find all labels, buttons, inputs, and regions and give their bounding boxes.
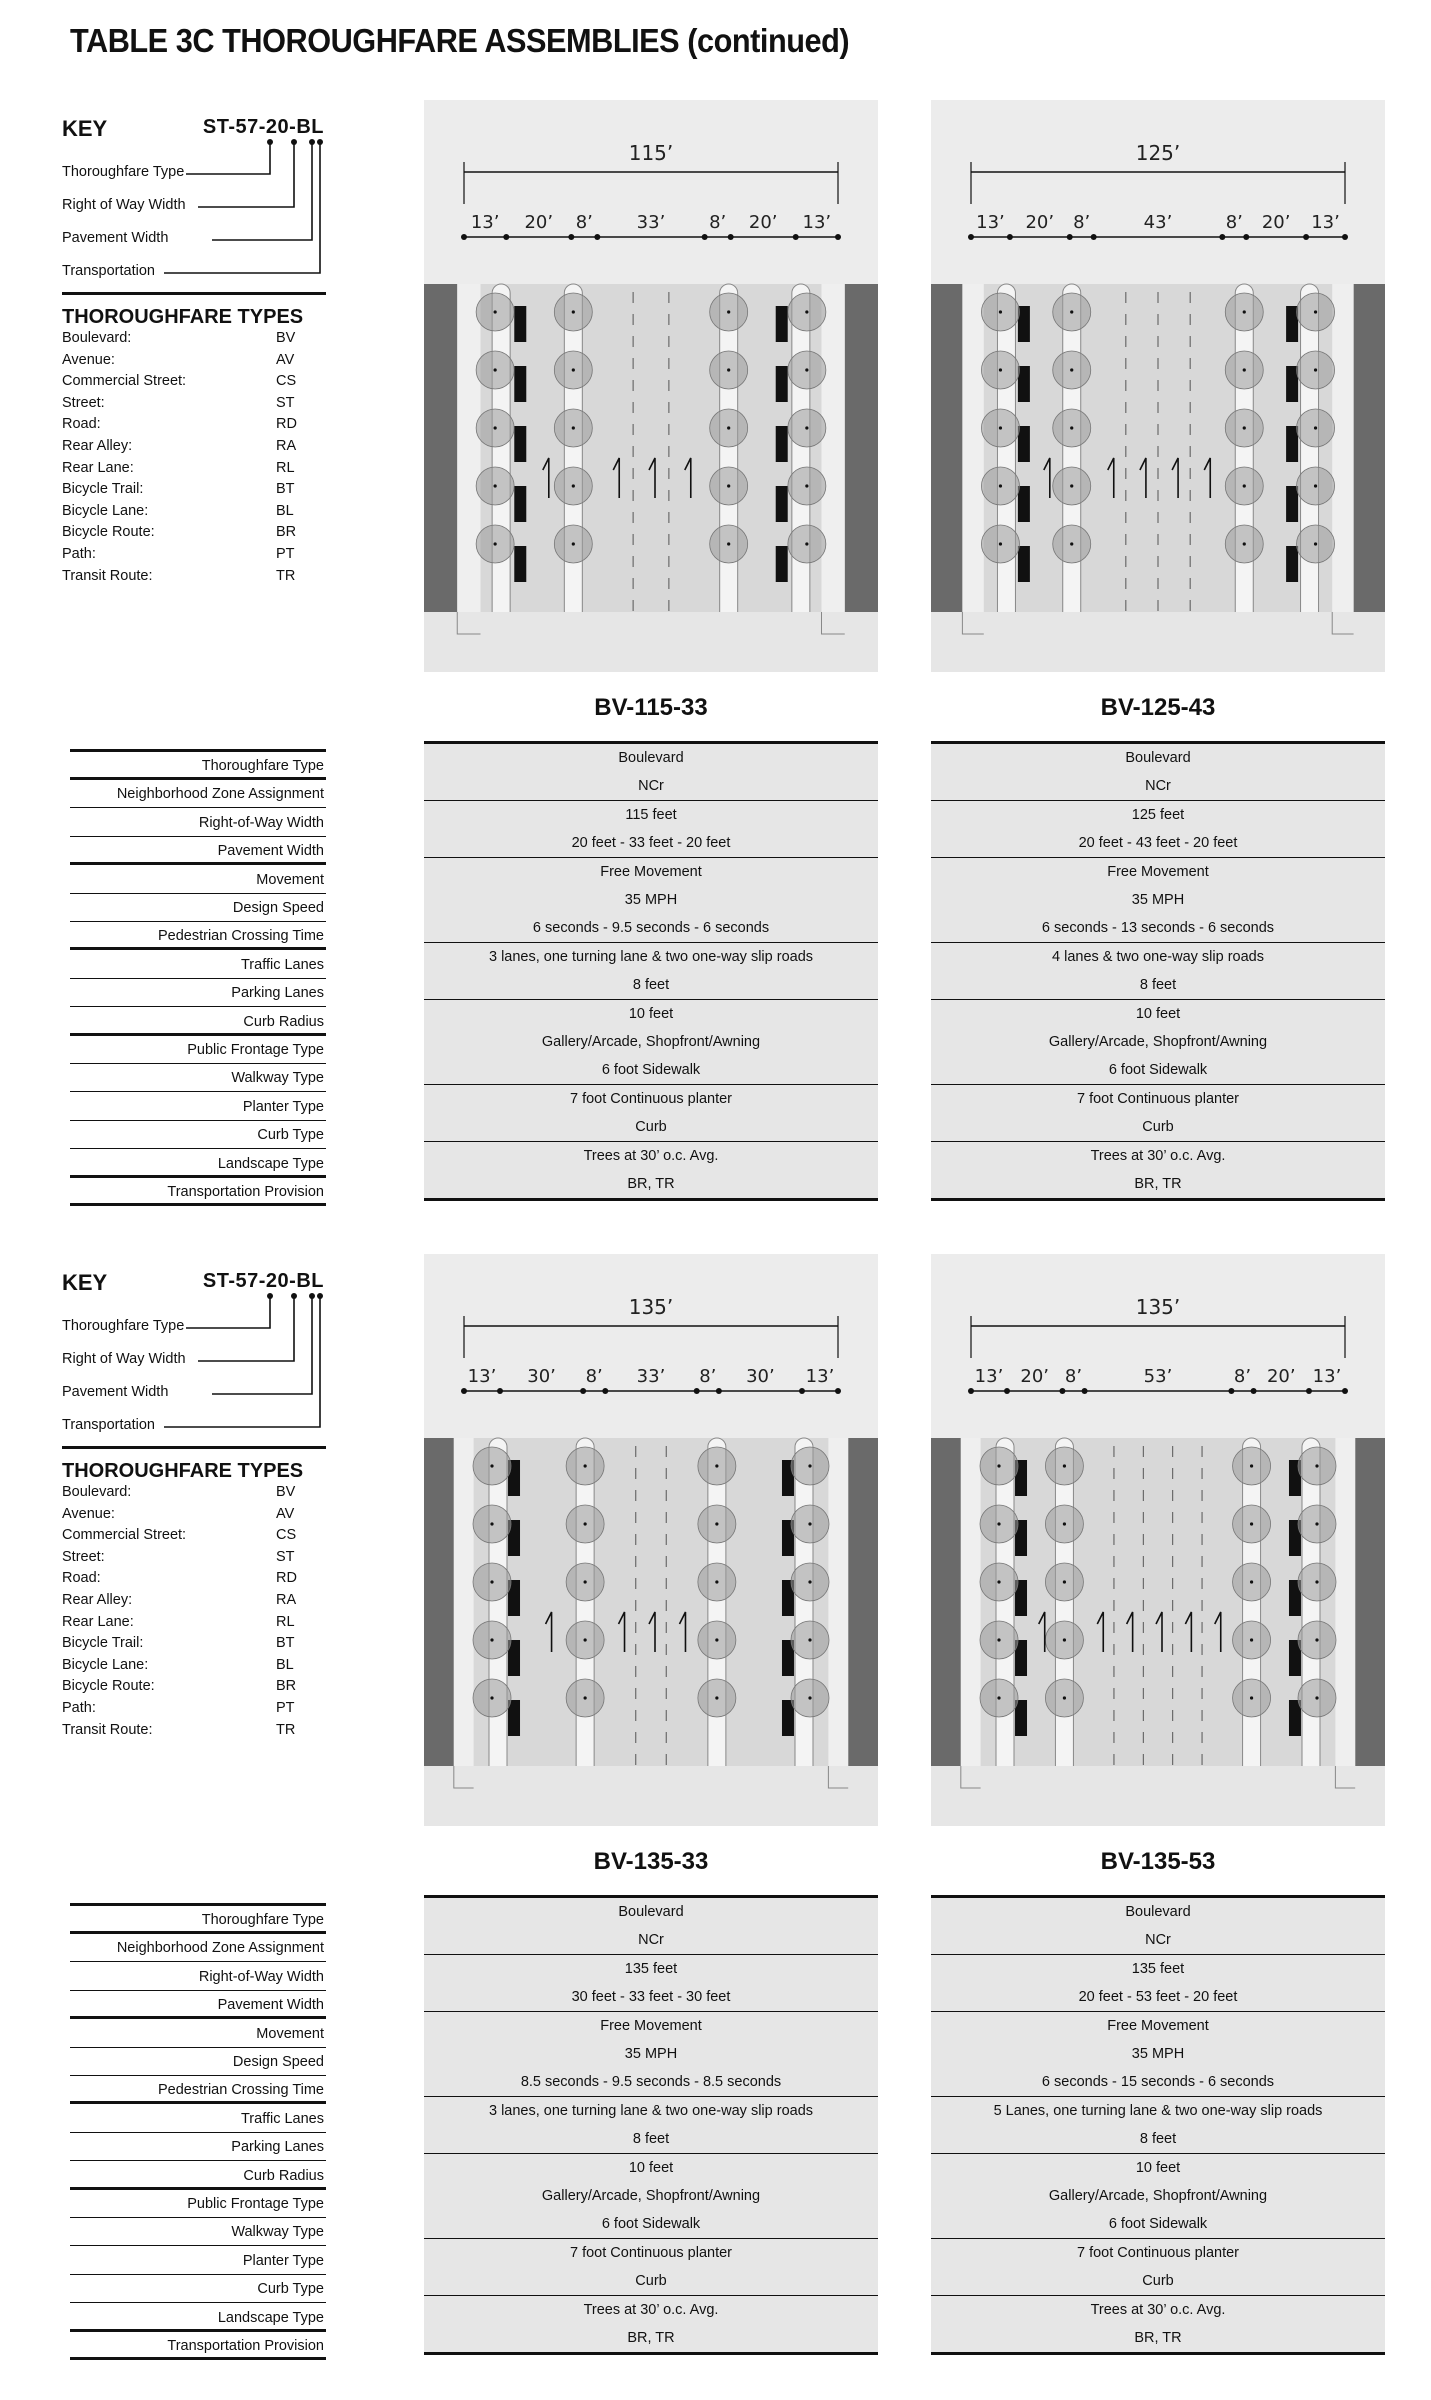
type-code: CS [276,1527,297,1544]
value-cell: 5 Lanes, one turning lane & two one-way slip roads [931,2097,1385,2126]
row-label: Curb Radius [70,1008,326,1036]
type-code: BT [276,481,295,498]
row-label: Planter Type [70,2247,326,2275]
parked-car [1286,546,1298,582]
value-cell: Curb [931,1113,1385,1142]
row-label: Traffic Lanes [70,2105,326,2133]
key-label: Thoroughfare Type [62,1318,185,1334]
section-diagram [424,1254,878,1826]
type-name: Avenue: [62,1505,115,1522]
median-strip [1063,284,1081,622]
segment-width-label: 33’ [636,212,666,233]
building-block [424,284,457,612]
median-strip [1301,284,1319,622]
segment-width-label: 20’ [1020,1366,1050,1387]
segment-width-label: 20’ [1266,1366,1296,1387]
building-block [931,284,962,612]
value-cell: 7 foot Continuous planter [931,1085,1385,1114]
value-cell: BR, TR [931,2324,1385,2355]
type-row [62,438,326,459]
parked-car [514,306,526,342]
value-cell: 10 feet [424,2154,878,2185]
median-strip [997,284,1015,622]
divider [62,292,326,295]
parked-car [776,306,788,342]
value-cell: 135 feet [931,1955,1385,1984]
segment-width-label: 13’ [467,1366,497,1387]
type-row [62,1484,326,1505]
type-name: Bicycle Route: [62,1678,155,1695]
row-label: Walkway Type [70,1064,326,1092]
building-block [848,1438,878,1766]
type-row [62,416,326,437]
row-label: Movement [70,2020,326,2048]
street-plan [931,284,1385,672]
value-cell: 20 feet - 33 feet - 20 feet [424,829,878,860]
segment-width-label: 13’ [1312,1366,1342,1387]
parked-car [776,366,788,402]
median-strip [996,1438,1014,1776]
value-cell: NCr [931,772,1385,801]
type-code: BR [276,1678,297,1695]
type-row [62,524,326,545]
total-width-label: 135’ [1135,1295,1181,1319]
row-label: Pavement Width [70,1991,326,2019]
type-name: Commercial Street: [62,1527,187,1544]
value-cell: 6 foot Sidewalk [931,2210,1385,2239]
median-strip [1235,284,1253,622]
median-strip [708,1438,726,1776]
type-row [62,503,326,524]
type-name: Transit Route: [62,567,153,584]
type-row [62,1527,326,1548]
parked-car [776,546,788,582]
key-label: Transportation [62,263,155,279]
value-cell: Gallery/Arcade, Shopfront/Awning [424,2182,878,2211]
value-cell: 10 feet [931,2154,1385,2185]
type-name: Bicycle Lane: [62,1656,149,1673]
type-code: PT [276,546,295,562]
value-cell: 8.5 seconds - 9.5 seconds - 8.5 seconds [424,2068,878,2099]
type-code: CS [276,373,297,390]
median-strip [492,284,510,622]
row-label: Transportation Provision [70,2332,326,2360]
key-legend [62,1262,326,1738]
row-label: Curb Type [70,2275,326,2303]
row-label: Pedestrian Crossing Time [70,2076,326,2104]
value-cell: Gallery/Arcade, Shopfront/Awning [931,1028,1385,1057]
building-block [424,1438,454,1766]
parked-car [1286,426,1298,462]
row-label: Design Speed [70,894,326,922]
row-label: Design Speed [70,2048,326,2076]
type-row [62,373,326,394]
segment-width-label: 13’ [976,212,1005,233]
type-name: Bicycle Trail: [62,481,144,498]
assembly-name: BV-135-53 [1100,1848,1216,1875]
type-name: Rear Alley: [62,1592,133,1608]
value-cell: 6 foot Sidewalk [424,1056,878,1085]
type-name: Bicycle Route: [62,524,155,541]
value-cell: 3 lanes, one turning lane & two one-way slip roads [424,943,878,972]
parked-car [1018,546,1030,582]
row-label: Public Frontage Type [70,2190,326,2218]
value-cell: 6 foot Sidewalk [931,1056,1385,1085]
type-code: RD [276,1570,297,1587]
type-code: PT [276,1700,295,1716]
row-label: Curb Radius [70,2162,326,2190]
type-row [62,1506,326,1527]
value-cell: Curb [931,2267,1385,2296]
type-name: Bicycle Lane: [62,502,149,519]
key-label: Transportation [62,1417,155,1433]
key-connector-lines [62,108,326,288]
dimension-lines [461,141,841,240]
segment-width-label: 8’ [585,1366,603,1387]
type-code: BL [276,1656,294,1673]
value-cell: 8 feet [424,2125,878,2154]
segment-width-label: 8’ [1233,1366,1252,1387]
total-width-label: 115’ [628,141,674,165]
key-label: Pavement Width [62,1384,169,1400]
row-label: Parking Lanes [70,979,326,1007]
type-code: BV [276,330,296,346]
value-cell: 115 feet [424,801,878,830]
value-cell: Free Movement [424,858,878,887]
segment-width-label: 13’ [802,212,832,233]
value-cell: Boulevard [424,744,878,775]
type-row [62,1570,326,1591]
type-name: Commercial Street: [62,373,187,390]
key-code: ST-57-20-BL [202,1270,324,1292]
value-cell: 6 seconds - 13 seconds - 6 seconds [931,914,1385,945]
types-title: THOROUGHFARE TYPES [62,1460,304,1482]
value-cell: Curb [424,1113,878,1142]
key-code: ST-57-20-BL [202,116,324,138]
value-cell: Free Movement [931,2012,1385,2041]
value-cell: 125 feet [931,801,1385,830]
value-cell: 7 foot Continuous planter [424,2239,878,2268]
segment-width-label: 20’ [748,212,778,233]
segment-width-label: 53’ [1143,1366,1173,1387]
key-label: Right of Way Width [62,197,186,213]
type-code: AV [276,351,295,368]
value-cell: 8 feet [424,971,878,1000]
value-cell: Boulevard [931,744,1385,775]
row-label: Parking Lanes [70,2133,326,2161]
key-label: Pavement Width [62,230,169,246]
row-label: Thoroughfare Type [70,752,326,780]
type-row [62,1635,326,1656]
row-label: Planter Type [70,1093,326,1121]
type-row [62,395,326,416]
segment-width-label: 8’ [709,212,727,233]
type-name: Road: [62,1570,101,1587]
type-name: Rear Lane: [62,1613,134,1630]
value-cell: 35 MPH [931,2040,1385,2069]
value-cell: Boulevard [931,1898,1385,1929]
segment-width-label: 33’ [636,1366,666,1387]
type-row [62,568,326,589]
dimension-lines [968,141,1348,240]
parked-car [776,486,788,522]
type-row [62,330,326,351]
segment-width-label: 20’ [1025,212,1055,233]
type-row [62,1592,326,1613]
row-label: Traffic Lanes [70,951,326,979]
row-label: Neighborhood Zone Assignment [70,780,326,808]
row-label: Right-of-Way Width [70,809,326,837]
value-cell: Trees at 30’ o.c. Avg. [424,2296,878,2327]
value-cell: Gallery/Arcade, Shopfront/Awning [424,1028,878,1057]
value-cell: 7 foot Continuous planter [931,2239,1385,2268]
type-name: Street: [62,1548,105,1565]
value-cell: Curb [424,2267,878,2296]
value-cell: Trees at 30’ o.c. Avg. [931,2296,1385,2327]
value-cell: 6 foot Sidewalk [424,2210,878,2239]
value-cell: NCr [424,772,878,801]
value-cell: 135 feet [424,1955,878,1984]
total-width-label: 125’ [1135,141,1181,165]
type-code: RA [276,438,297,454]
value-cell: 10 feet [424,1000,878,1031]
segment-width-label: 20’ [524,212,554,233]
building-block [1355,1438,1385,1766]
segment-width-label: 13’ [1311,212,1340,233]
row-label: Pavement Width [70,837,326,865]
type-row [62,460,326,481]
type-code: BL [276,502,294,519]
street-plan [424,1438,878,1826]
type-row [62,1678,326,1699]
key-title: KEY [62,1270,108,1295]
key-connector-lines [62,1262,326,1442]
value-cell: 20 feet - 53 feet - 20 feet [931,1983,1385,2014]
building-block [1354,284,1385,612]
parked-car [1286,486,1298,522]
type-row [62,481,326,502]
type-name: Boulevard: [62,1484,132,1500]
value-cell: 6 seconds - 15 seconds - 6 seconds [931,2068,1385,2099]
value-cell: NCr [931,1926,1385,1955]
section-diagram [931,100,1385,672]
type-name: Bicycle Trail: [62,1635,144,1652]
row-label: Walkway Type [70,2218,326,2246]
value-cell: 8 feet [931,2125,1385,2154]
value-cell: 35 MPH [931,886,1385,915]
segment-width-label: 20’ [1261,212,1291,233]
value-cell: BR, TR [424,2324,878,2355]
median-strip [1243,1438,1261,1776]
type-code: TR [276,567,296,584]
type-row [62,1722,326,1743]
value-cell: BR, TR [931,1170,1385,1201]
row-label: Right-of-Way Width [70,1963,326,1991]
street-plan [424,284,878,672]
value-cell: 4 lanes & two one-way slip roads [931,943,1385,972]
dimension-lines [461,1295,841,1394]
type-code: BR [276,524,297,541]
value-cell: Trees at 30’ o.c. Avg. [931,1142,1385,1173]
assembly-name: BV-125-43 [1100,694,1216,721]
value-cell: 10 feet [931,1000,1385,1031]
value-cell: NCr [424,1926,878,1955]
row-label: Movement [70,866,326,894]
row-label: Thoroughfare Type [70,1906,326,1934]
type-code: ST [276,394,295,411]
row-label: Neighborhood Zone Assignment [70,1934,326,1962]
segment-width-label: 13’ [805,1366,835,1387]
value-cell: 3 lanes, one turning lane & two one-way slip roads [424,2097,878,2126]
parked-car [514,426,526,462]
row-label: Landscape Type [70,2304,326,2332]
type-code: AV [276,1505,295,1522]
type-row [62,546,326,567]
value-cell: 20 feet - 43 feet - 20 feet [931,829,1385,860]
value-cell: 7 foot Continuous planter [424,1085,878,1114]
page-title: TABLE 3C THOROUGHFARE ASSEMBLIES (continued) [70,22,850,59]
type-code: ST [276,1548,295,1565]
value-cell: Free Movement [424,2012,878,2041]
row-label: Curb Type [70,1121,326,1149]
parked-car [514,486,526,522]
type-code: RL [276,459,295,476]
row-label: Pedestrian Crossing Time [70,922,326,950]
type-name: Road: [62,416,101,433]
parked-car [776,426,788,462]
segment-width-label: 8’ [1225,212,1243,233]
row-label: Landscape Type [70,1150,326,1178]
median-strip [489,1438,507,1776]
parked-car [514,546,526,582]
key-legend [62,108,326,584]
type-code: BT [276,1635,295,1652]
assembly-name: BV-135-33 [593,1848,709,1875]
median-strip [720,284,738,622]
segment-width-label: 43’ [1143,212,1173,233]
value-cell: BR, TR [424,1170,878,1201]
median-strip [1055,1438,1073,1776]
key-label: Right of Way Width [62,1351,186,1367]
median-strip [795,1438,813,1776]
value-cell: 6 seconds - 9.5 seconds - 6 seconds [424,914,878,945]
type-code: TR [276,1721,296,1738]
type-name: Transit Route: [62,1721,153,1738]
type-name: Avenue: [62,351,115,368]
type-row [62,1549,326,1570]
row-label: Transportation Provision [70,1178,326,1206]
types-title: THOROUGHFARE TYPES [62,306,304,328]
type-row [62,1700,326,1721]
segment-width-label: 8’ [1064,1366,1083,1387]
type-name: Street: [62,394,105,411]
parked-car [1018,486,1030,522]
value-cell: Trees at 30’ o.c. Avg. [424,1142,878,1173]
median-strip [576,1438,594,1776]
type-name: Boulevard: [62,330,132,346]
total-width-label: 135’ [628,1295,674,1319]
street-plan [931,1438,1385,1826]
value-cell: 35 MPH [424,886,878,915]
section-diagram [931,1254,1385,1826]
segment-width-label: 30’ [746,1366,775,1387]
value-cell: Gallery/Arcade, Shopfront/Awning [931,2182,1385,2211]
assembly-name: BV-115-33 [594,694,708,721]
segment-width-label: 8’ [1073,212,1091,233]
divider [62,1446,326,1449]
value-cell: Boulevard [424,1898,878,1929]
building-block [931,1438,961,1766]
value-cell: 35 MPH [424,2040,878,2069]
key-title: KEY [62,116,108,141]
type-name: Path: [62,1700,96,1716]
value-cell: 30 feet - 33 feet - 30 feet [424,1983,878,2014]
segment-width-label: 30’ [527,1366,556,1387]
segment-width-label: 8’ [575,212,593,233]
type-row [62,1657,326,1678]
segment-width-label: 8’ [699,1366,717,1387]
value-cell: Free Movement [931,858,1385,887]
median-strip [792,284,810,622]
type-row [62,1614,326,1635]
dimension-lines [968,1295,1348,1394]
type-code: BV [276,1484,296,1500]
parked-car [514,366,526,402]
type-code: RL [276,1613,295,1630]
building-block [845,284,878,612]
parked-car [1018,426,1030,462]
type-name: Rear Alley: [62,438,133,454]
segment-width-label: 13’ [974,1366,1004,1387]
row-label: Public Frontage Type [70,1036,326,1064]
type-code: RD [276,416,297,433]
section-diagram [424,100,878,672]
median-strip [1302,1438,1320,1776]
value-cell: 8 feet [931,971,1385,1000]
type-name: Rear Lane: [62,459,134,476]
key-label: Thoroughfare Type [62,164,185,180]
median-strip [564,284,582,622]
segment-width-label: 13’ [470,212,500,233]
type-row [62,352,326,373]
type-name: Path: [62,546,96,562]
type-code: RA [276,1592,297,1608]
